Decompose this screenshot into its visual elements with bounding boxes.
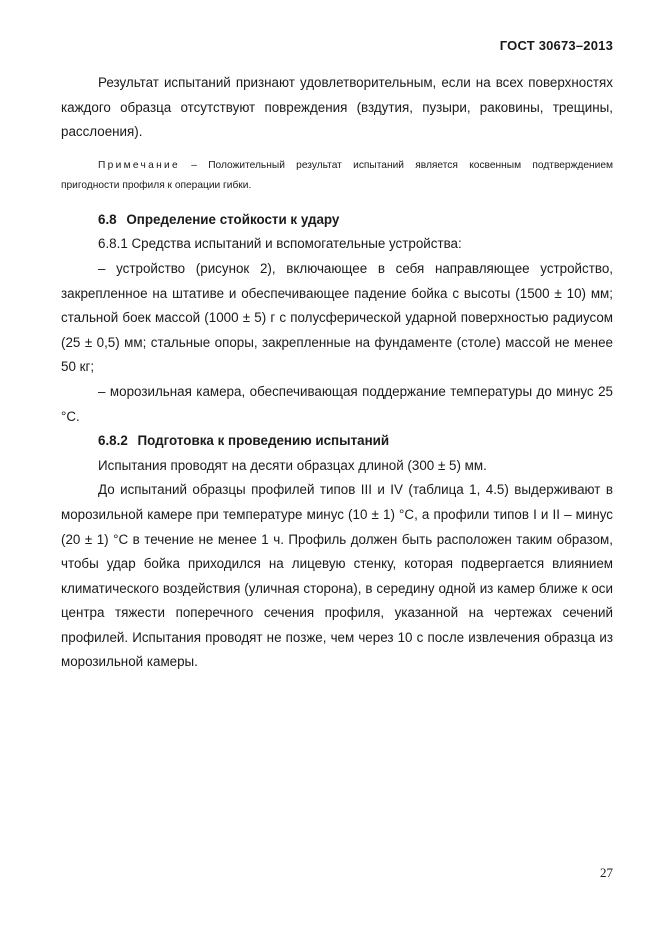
note-label: Примечание [98, 159, 180, 171]
paragraph-samples: Испытания проводят на десяти образцах длиной (300 ± 5) мм. [98, 457, 487, 473]
intro-paragraph: Результат испытаний признают удовлетворительным, если на всех поверхностях каждого образца отсутствуют повреждения (вздутия, пузыри, раковины, трещины, расслоения). [61, 75, 613, 140]
note [61, 156, 613, 196]
section-6-8-heading [61, 208, 613, 233]
paragraph-6-8-1: 6.8.1 Средства испытаний и вспомогательные устройства: [98, 236, 462, 252]
list-item-freezer: – морозильная камера, обеспечивающая поддержание температуры до минус 25 °С. [61, 383, 613, 424]
section-6-8-2-title: Подготовка к проведению испытаний [137, 433, 390, 449]
section-6-8-2-heading [61, 429, 613, 454]
document-body [61, 71, 613, 675]
document-code: ГОСТ 30673–2013 [499, 38, 613, 53]
page-number: 27 [600, 865, 613, 880]
paragraph-conditioning: До испытаний образцы профилей типов III и IV (таблица 1, 4.5) выдерживают в морозильной камере при температуре минус (10 ± 1) °С, а профили типов I и II – минус (20 ± 1) °С в течение не менее 1 ч. Профиль должен быть расположен таким образом, чтобы удар бойка приходился на лицевую стенку, которая подвергается влиянием климатического воздействия (уличная сторона), в середину одной из камер ближе к оси центра тяжести поперечного сечения профиля, указанной на чертежах сечений профилей. Испытания проводят не позже, чем через 10 с после извлечения образца из морозильной камеры. [61, 482, 613, 670]
list-item-device: – устройство (рисунок 2), включающее в себя направляющее устройство, закрепленное на штативе и обеспечивающее падение бойка с высоты (1500 ± 10) мм; стальной боек массой (1000 ± 5) г с полусферической ударной поверхностью радиусом (25 ± 0,5) мм; стальные опоры, закрепленные на фундаменте (столе) массой не менее 50 кг; [61, 260, 613, 375]
section-6-8-2-number: 6.8.2 [98, 433, 128, 449]
section-6-8-number: 6.8 [98, 211, 117, 227]
note-text: – Положительный результат испытаний является косвенным подтверждением пригодности профиля к операции гибки. [61, 159, 613, 191]
section-6-8-title: Определение стойкости к удару [126, 211, 340, 227]
